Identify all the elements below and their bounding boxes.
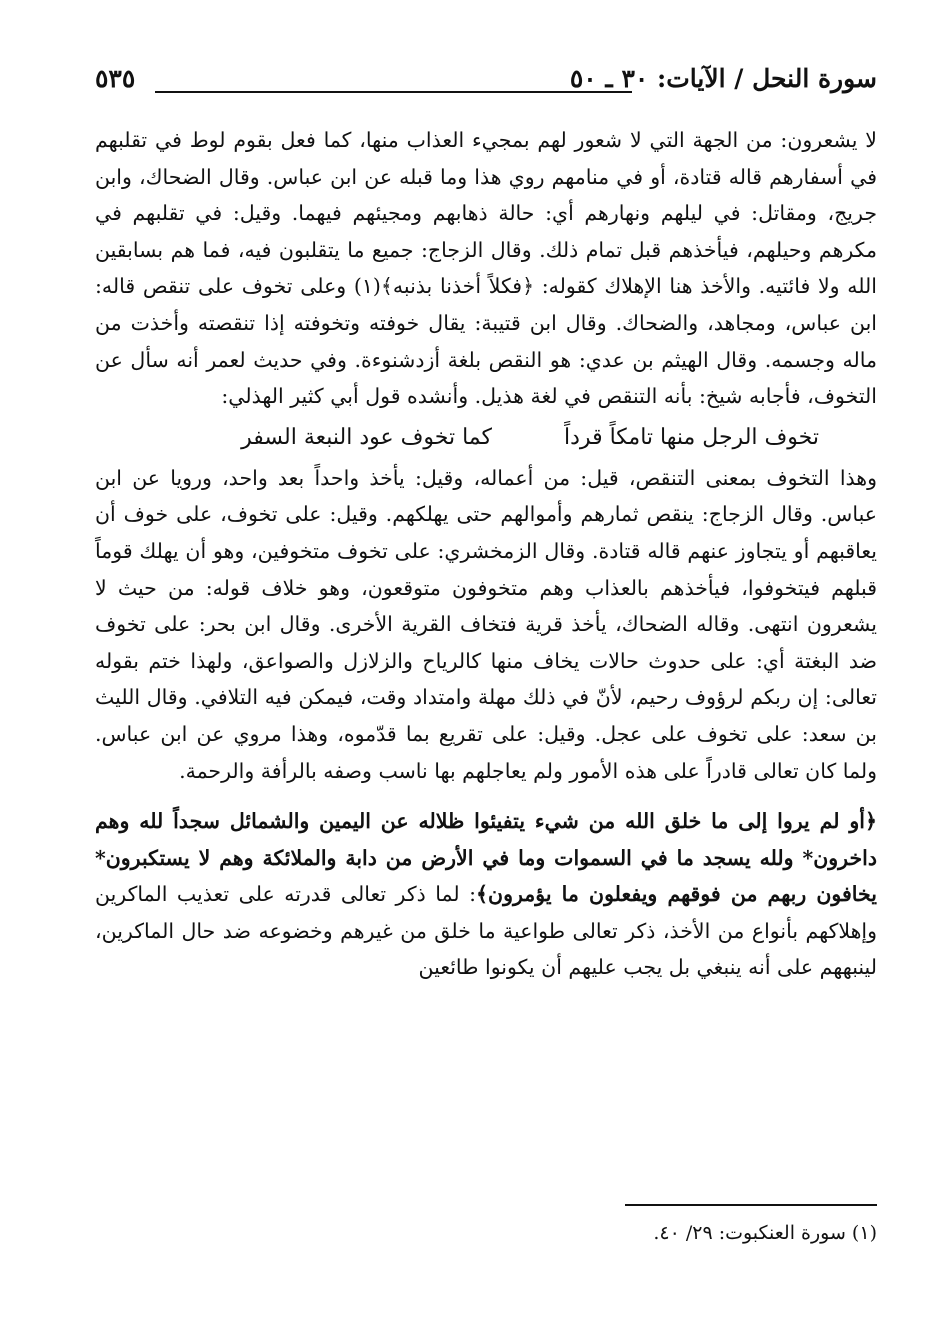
commentary-text: : لما ذكر تعالى قدرته على تعذيب الماكرين وإهلاكهم بأنواع من الأخذ، ذكر تعالى طواعية ما خلق من غيرهم وخضوعه ضد حال الماكرين، لينبههم على أنه ينبغي بل يجب عليهم أن يكونوا طائعين [95,882,877,980]
quran-verses: ﴿أو لم يروا إلى ما خلق الله من شيء يتفيئوا ظلاله عن اليمين والشمائل سجداً لله وهم داخرون* ولله يسجد ما في السموات وما في الأرض من دابة والملائكة وهم لا يستكبرون* يخافون ربهم من فوقهم ويفعلون ما يؤمرون﴾ [95,809,877,907]
verse-hemistich-second: كما تخوف عود النبعة السفر [241,424,492,450]
verse-hemistich-first: تخوف الرجل منها تامكاً قرداً [564,424,819,450]
header-rule [155,91,632,93]
footnote: (١) سورة العنكبوت: ٢٩/ ٤٠. [653,1222,877,1244]
running-header [95,62,877,102]
paragraph-2: وهذا التخوف بمعنى التنقص، قيل: من أعماله، وقيل: يأخذ واحداً بعد واحد، ورويا عن ابن عباس. وقال الزجاج: ينقص ثمارهم وأموالهم حتى يهلكهم. وقيل: على تخوف، على خوف أن يعاقبهم أو يتجاوز عنهم قاله قتادة. وقال الزمخشري: على تخوف متخوفين، وهو أن يهلك قوماً قبلهم فيتخوفوا، فيأخذهم بالعذاب وهم متخوفون متوقعون، وهو خلاف قوله: من حيث لا يشعرون انتهى. وقاله الضحاك، يأخذ قرية فتخاف القرية الأخرى. وقال ابن بحر: على تخوف ضد البغتة أي: على حدوث حالات يخاف منها كالرياح والزلازل والصواعق، ولهذا ختم بقوله تعالى: إن ربكم لرؤوف رحيم، لأنّ في ذلك مهلة وامتداد وقت، فيمكن فيه التلافي. وقال الليث بن سعد: على تخوف على عجل. وقيل: على تقريع بما قدّموه، وهذا مروي عن ابن عباس. ولما كان تعالى قادراً على هذه الأمور ولم يعاجلهم بها ناسب وصفه بالرأفة والرحمة. [95,465,877,783]
footnote-rule [625,1204,877,1206]
paragraph-1: لا يشعرون: من الجهة التي لا شعور لهم بمجيء العذاب منها، كما فعل بقوم لوط في تقلبهم في أسفارهم قاله قتادة، أو في منامهم روي هذا وما قبله عن ابن عباس. وقال الضحاك، وابن جريج، ومقاتل: في ليلهم ونهارهم أي: حالة ذهابهم ومجيئهم فيهما. وقيل: في تقلبهم في مكرهم وحيلهم، فيأخذهم قبل تمام ذلك. وقال الزجاج: جميع ما يتقلبون فيه، فما هم بسابقين الله ولا فائتيه. والأخذ هنا الإهلاك كقوله: ﴿فكلاً أخذنا بذنبه﴾(١) وعلى تخوف على تنقص قاله: ابن عباس، ومجاهد، والضحاك. وقال ابن قتيبة: يقال خوفته وتخوفته إذا تنقصته وأخذت من ماله وجسمه. وقال الهيثم بن عدي: هو النقص بلغة أزدشنوءة. وفي حديث لعمر أنه سأل عن التخوف، فأجابه شيخ: بأنه التنقص في لغة هذيل. وأنشده قول أبي كثير الهذلي: [95,128,877,409]
main-text [95,122,877,986]
quran-passage [95,803,877,986]
page-number: ٥٣٥ [95,64,136,93]
chapter-title: سورة النحل / الآيات: ٣٠ ـ ٥٠ [569,64,877,93]
poetry-verse [95,419,877,457]
